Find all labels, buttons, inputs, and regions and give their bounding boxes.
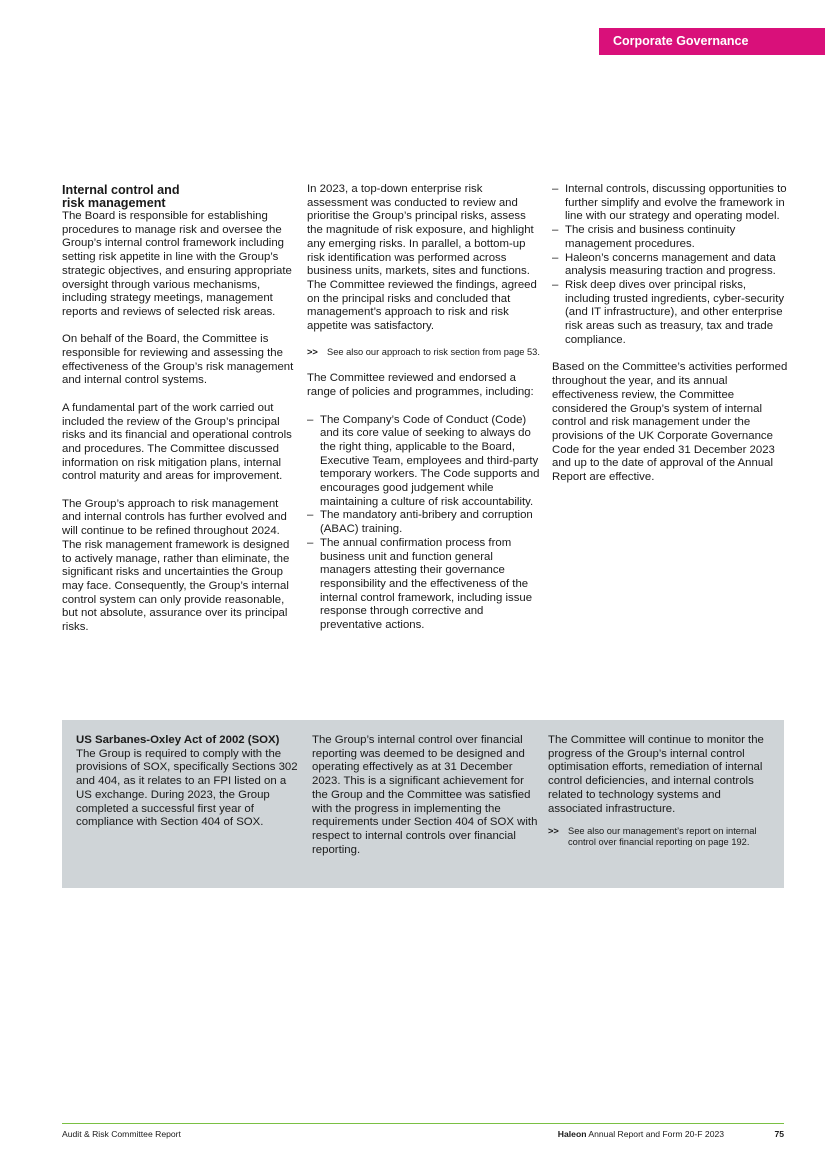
cross-reference-text: See also our approach to risk section from page 53.	[327, 347, 540, 358]
sox-box-text: The Group’s internal control over financial reporting was deemed to be designed and operating effectively as at 31 December 2023. This is a significant achievement for the Group and the Committee was satisfied with the progress in implementing the requirements under Section 404 of SOX with respect to internal controls over financial reporting.	[312, 734, 538, 856]
dash-icon: –	[307, 509, 314, 522]
list-item: – The mandatory anti-bribery and corruption (ABAC) training.	[307, 509, 533, 536]
footer-section-name: Audit & Risk Committee Report	[62, 1129, 181, 1139]
sox-box-column-3	[548, 734, 774, 862]
double-chevron-icon: >>	[307, 347, 318, 358]
sox-box-text: The Group is required to comply with the provisions of SOX, specifically Sections 302 and 404, as it relates to an FPI listed on a US exchange. During 2023, the Group completed a successful first year of compliance with Section 404 of SOX.	[76, 747, 298, 829]
paragraph: Based on the Committee’s activities performed throughout the year, and its annual effectiveness review, the Committee considered the Group’s system of internal control and risk management under the provisions of the UK Corporate Governance Code for the year ended 31 December 2023 and up to the date of approval of the Annual Report are effective.	[552, 361, 788, 484]
column-3	[552, 183, 788, 498]
column-1	[62, 183, 294, 648]
section-tab: Corporate Governance	[599, 28, 825, 55]
double-chevron-icon: >>	[548, 826, 559, 837]
dash-icon: –	[552, 224, 559, 237]
heading-line-1: Internal control and	[62, 183, 180, 197]
paragraph: The Committee reviewed and endorsed a range of policies and programmes, including:	[307, 372, 534, 399]
list-item: – Risk deep dives over principal risks, including trusted ingredients, cyber-security (and IT infrastructure), and other enterprise risk areas such as treasury, tax and trade compliance.	[552, 278, 785, 346]
paragraph: In 2023, a top-down enterprise risk assessment was conducted to review and prioritise the Group’s principal risks, assess the magnitude of risk exposure, and highlight any emerging risks. In parallel, a bottom-up risk identification was performed across business units, markets, sites and functions. The Committee reviewed the findings, agreed on the principal risks and concluded that management’s approach to risk and risk appetite was satisfactory.	[307, 183, 537, 333]
paragraph: A fundamental part of the work carried out included the review of the Group’s principal risks and its financial and operational controls and procedures. The Committee discussed information on risk mitigation plans, internal control maturity and areas for improvement.	[62, 401, 292, 483]
list-item: – Internal controls, discussing opportunities to further simplify and evolve the framework in line with our strategy and operating model.	[552, 183, 787, 223]
paragraph: On behalf of the Board, the Committee is responsible for reviewing and assessing the effectiveness of the Group’s risk management and internal control systems.	[62, 333, 294, 387]
footer-brand: Haleon	[557, 1129, 587, 1139]
dash-icon: –	[552, 183, 559, 195]
cross-reference-text: See also our management’s report on internal control over financial reporting on page 192.	[568, 826, 757, 848]
footer-report-title: Annual Report and Form 20-F 2023	[588, 1129, 725, 1139]
cross-reference-icfr	[548, 826, 774, 848]
list-item: – The crisis and business continuity management procedures.	[552, 224, 736, 250]
list-item: – The Company’s Code of Conduct (Code) and its core value of seeking to always do the right thing, applicable to the Board, Executive Team, employees and third-party temporary workers. The Code supports and encourages good judgement while maintaining a culture of risk accountability.	[307, 413, 540, 508]
dash-icon: –	[552, 278, 559, 291]
sox-info-box	[62, 720, 784, 888]
footer-divider	[62, 1123, 784, 1124]
policies-list	[307, 414, 540, 633]
dash-icon: –	[307, 413, 314, 426]
list-item: – Haleon’s concerns management and data analysis measuring traction and progress.	[552, 251, 776, 278]
dash-icon: –	[552, 251, 559, 264]
page-number: 75	[774, 1129, 784, 1139]
list-item: – The annual confirmation process from business unit and function general managers attesting their governance responsibility and the effectiveness of the internal control framework, including issue response through corrective and preventative actions.	[307, 536, 533, 632]
paragraph: The Group’s approach to risk management and internal controls has further evolved and will continue to be refined throughout 2024. The risk management framework is designed to actively manage, rather than eliminate, the significant risks and uncertainties the Group may face. Consequently, the Group’s internal control system can only provide reasonable, but not absolute, assurance over its principal risks.	[62, 497, 290, 634]
sox-box-text: The Committee will continue to monitor the progress of the Group’s internal control optimisation efforts, remediation of internal control deficiencies, and internal controls related to technology systems and associated infrastructure.	[548, 734, 764, 815]
dash-icon: –	[307, 536, 314, 549]
column-2	[307, 183, 540, 647]
section-heading	[62, 183, 294, 210]
cross-reference-risk	[307, 347, 540, 358]
heading-line-2: risk management	[62, 196, 166, 210]
sox-box-column-1	[76, 734, 302, 830]
sox-box-title: US Sarbanes-Oxley Act of 2002 (SOX)	[76, 734, 280, 746]
footer-report-info	[558, 1129, 784, 1139]
paragraph: The Board is responsible for establishing procedures to manage risk and oversee the Group’s internal control framework including setting risk appetite in line with the Group’s strategic objectives, and ensuring appropriate oversight through various mechanisms, including strategy meetings, management reports and reviews of selected risk areas.	[62, 210, 292, 318]
policies-list-continued	[552, 183, 788, 347]
sox-box-column-2	[312, 734, 538, 857]
